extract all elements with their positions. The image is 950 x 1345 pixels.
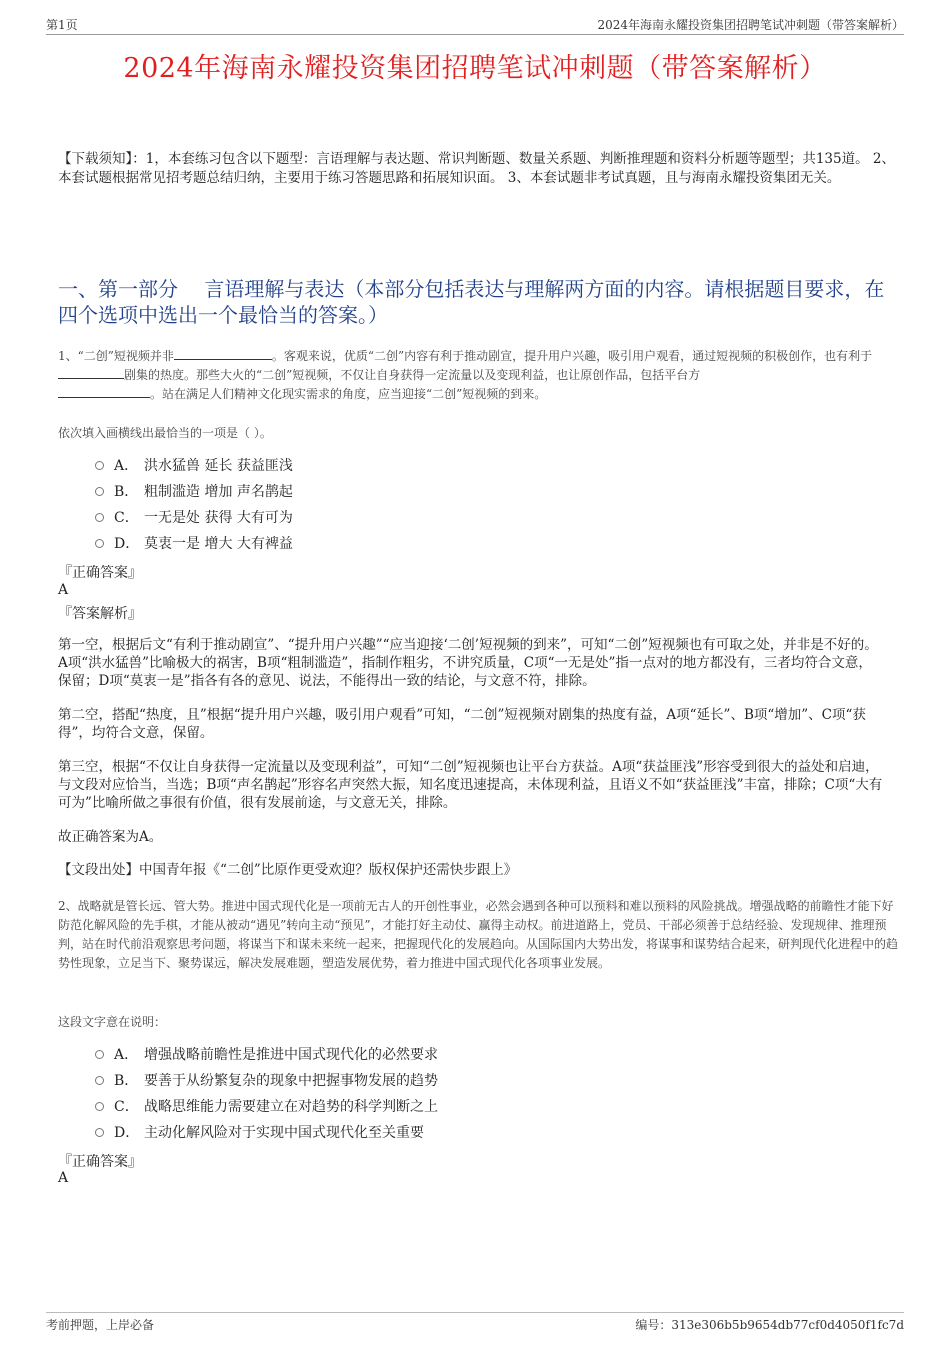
document-code: 编号：313e306b5b9654db77cf0d4050f1fc7d xyxy=(635,1318,904,1332)
radio-icon[interactable] xyxy=(95,1050,104,1059)
radio-icon[interactable] xyxy=(95,513,104,522)
radio-icon[interactable] xyxy=(95,487,104,496)
analysis-paragraph-3: 第三空，根据“不仅让自身获得一定流量以及变现利益”，可知“二创”短视频也让平台方获益。A项“获益匪浅”形容受到很大的益处和启迪，与文段对应恰当，当选；B项“声名鹊起”形容名声突然大振，知名度迅速提高，未体现利益，且语义不如“获益匪浅”丰富，排除；C项“大有可为”比喻所做之事很有价值，很有发展前途，与文意无关，排除。 xyxy=(58,759,883,811)
option-a[interactable]: A． 洪水猛兽 延长 获益匪浅 xyxy=(95,452,293,478)
option-b[interactable]: B． 要善于从纷繁复杂的现象中把握事物发展的趋势 xyxy=(95,1067,438,1093)
question-1-prompt: 依次填入画横线出最恰当的一项是（ ）。 xyxy=(58,426,272,440)
radio-icon[interactable] xyxy=(95,461,104,470)
radio-icon[interactable] xyxy=(95,539,104,548)
q1-answer: A xyxy=(58,582,69,598)
option-c[interactable]: C． 战略思维能力需要建立在对趋势的科学判断之上 xyxy=(95,1093,438,1119)
footer-slogan: 考前押题，上岸必备 xyxy=(46,1318,155,1332)
fill-blank-2 xyxy=(58,366,124,379)
page-number: 第1页 xyxy=(46,18,78,32)
section-heading: 一、第一部分 言语理解与表达（本部分包括表达与理解两方面的内容。请根据题目要求，在四个选项中选出一个最恰当的答案。） xyxy=(58,277,885,327)
header-doc-title: 2024年海南永耀投资集团招聘笔试冲刺题（带答案解析） xyxy=(597,18,904,32)
document-title: 2024年海南永耀投资集团招聘笔试冲刺题（带答案解析） xyxy=(123,53,827,84)
option-b[interactable]: B． 粗制滥造 增加 声名鹊起 xyxy=(95,478,293,504)
analysis-paragraph-2: 第二空，搭配“热度，且”根据“提升用户兴趣，吸引用户观看”可知，“二创”短视频对剧集的热度有益，A项“延长”、B项“增加”、C项“获得”，均符合文意，保留。 xyxy=(58,707,866,741)
option-d[interactable]: D． 莫衷一是 增大 大有裨益 xyxy=(95,530,293,556)
option-d[interactable]: D． 主动化解风险对于实现中国式现代化至关重要 xyxy=(95,1119,438,1145)
page-footer xyxy=(46,1312,904,1333)
q2-answer: A xyxy=(58,1170,69,1186)
question-1-options xyxy=(95,452,293,556)
option-c[interactable]: C． 一无是处 获得 大有可为 xyxy=(95,504,293,530)
question-2-prompt: 这段文字意在说明： xyxy=(58,1015,167,1029)
q1-stem-part-3: 剧集的热度。那些大火的“二创”短视频，不仅让自身获得一定流量以及变现利益，也让原创作品，包括平台方 xyxy=(124,368,701,382)
question-2-stem: 2、战略就是管长远、管大势。推进中国式现代化是一项前无古人的开创性事业，必然会遇到各种可以预料和难以预料的风险挑战。增强战略的前瞻性才能下好防范化解风险的先手棋，才能从被动“遇见”转向主动“预见”，才能打好主动仗、赢得主动权。前进道路上，党员、干部必须善于总结经验、发现规律、推理预判，站在时代前沿观察思考问题，将谋当下和谋未来统一起来，把握现代化的发展趋向。从国际国内大势出发，将谋事和谋势结合起来，研判现代化进程中的趋势性现象，立足当下、聚势谋远，解决发展难题，塑造发展优势，着力推进中国式现代化各项事业发展。 xyxy=(58,899,899,970)
q1-analysis-label: 『答案解析』 xyxy=(58,606,142,622)
download-notice: 【下载须知】：1，本套练习包含以下题型：言语理解与表达题、常识判断题、数量关系题、判断推理题和资料分析题等题型；共135道。 2、本套试题根据常见招考题总结归纳，主要用于练习答题思路和拓展知识面。 3、本套试题非考试真题，且与海南永耀投资集团无关。 xyxy=(58,151,895,186)
radio-icon[interactable] xyxy=(95,1128,104,1137)
question-2-options xyxy=(95,1041,438,1145)
q1-stem-part-4: 。站在满足人们精神文化现实需求的角度，应当迎接“二创”短视频的到来。 xyxy=(150,387,547,401)
radio-icon[interactable] xyxy=(95,1076,104,1085)
passage-source: 【文段出处】中国青年报《“二创”比原作更受欢迎？版权保护还需快步跟上》 xyxy=(58,862,518,878)
analysis-conclusion: 故正确答案为A。 xyxy=(58,829,163,845)
q1-stem-part-2: 。客观来说，优质“二创”内容有利于推动剧宣，提升用户兴趣，吸引用户观看，通过短视频的积极创作，也有利于 xyxy=(271,349,873,363)
radio-icon[interactable] xyxy=(95,1102,104,1111)
question-1-stem xyxy=(58,347,898,404)
q1-answer-label: 『正确答案』 xyxy=(58,565,142,581)
q2-answer-label: 『正确答案』 xyxy=(58,1154,142,1170)
analysis-paragraph-1: 第一空，根据后文“有利于推动剧宣”、“提升用户兴趣”“应当迎接‘二创’短视频的到来”，可知“二创”短视频也有可取之处，并非是不好的。A项“洪水猛兽”比喻极大的祸害，B项“粗制滥造”，指制作粗劣，不讲究质量，C项“一无是处”指一点对的地方都没有，三者均符合文意，保留；D项“莫衷一是”指各有各的意见、说法，不能得出一致的结论，与文意不符，排除。 xyxy=(58,637,878,689)
fill-blank-3 xyxy=(58,385,150,398)
q1-stem-part-1: 1、“二创”短视频并非 xyxy=(58,349,174,363)
fill-blank-1 xyxy=(174,347,272,360)
option-a[interactable]: A． 增强战略前瞻性是推进中国式现代化的必然要求 xyxy=(95,1041,438,1067)
page-header xyxy=(46,14,904,35)
